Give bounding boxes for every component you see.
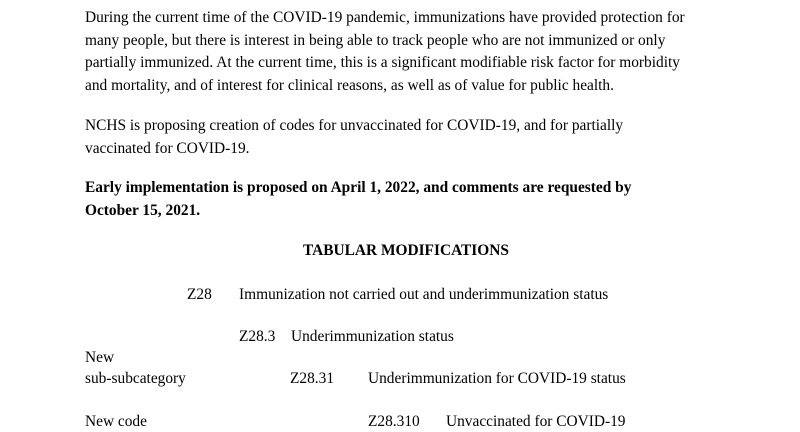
code-z28: Z28 [187, 286, 212, 303]
label-new: New [85, 349, 115, 366]
label-sub-subcategory: sub-subcategory [85, 370, 186, 387]
proposal-paragraph: NCHS is proposing creation of codes for unvaccinated for COVID-19, and for partially vaccinated for COVID-19. [85, 117, 624, 157]
intro-paragraph: During the current time of the COVID-19 pandemic, immunizations have provided protection for many people, but there is interest in being able to track people who are not immunized or only partially immunized. At the current time, this is a significant modifiable risk factor for morbidity and mortality, and of interest for clinical reasons, as well as of value for public health. [85, 9, 685, 94]
code-z28-31: Z28.31 [290, 370, 335, 387]
code-z28-310: Z28.310 [368, 413, 420, 430]
implementation-paragraph: Early implementation is proposed on April 1, 2022, and comments are requested by October 15, 2021. [85, 179, 632, 219]
title-z28-3: Underimmunization status [291, 328, 454, 345]
section-heading: TABULAR MODIFICATIONS [303, 242, 509, 259]
label-new-code: New code [85, 413, 147, 430]
title-z28-310: Unvaccinated for COVID-19 [446, 413, 626, 430]
code-z28-3: Z28.3 [239, 328, 276, 345]
title-z28-31: Underimmunization for COVID-19 status [368, 370, 626, 387]
title-z28: Immunization not carried out and underimmunization status [239, 286, 609, 303]
